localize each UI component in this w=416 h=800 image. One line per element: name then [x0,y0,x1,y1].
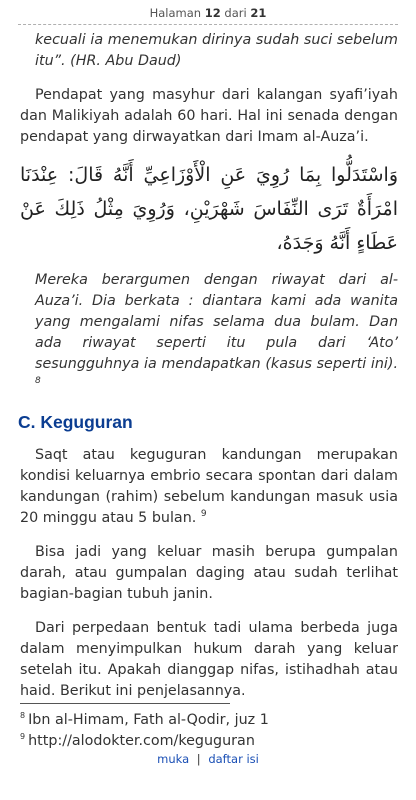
page-content [20,30,398,702]
footnote-number: 8 [20,711,26,721]
translation-quote [20,270,398,396]
footnote-item [20,710,400,731]
footnote-number: 9 [20,732,26,742]
header-middle: dari [224,6,247,20]
footnotes [20,710,400,752]
hadith-quote: kecuali ia menemukan dirinya sudah suci sebelum itu”. (HR. Abu Daud) [35,32,398,69]
current-page-number: 12 [204,6,221,20]
nav-separator: | [196,752,201,766]
paragraph-definition [20,445,398,529]
page-navigation [0,752,416,766]
footnote-item [20,731,400,752]
definition-text: Saqt atau keguguran kandungan merupakan kondisi keluarnya embrio secara spontan dari dalam kandungan (rahim) sebelum kandungan masuk usia 20 minggu atau 5 bulan. [20,447,398,526]
nav-daftar-isi-link[interactable]: daftar isi [208,752,259,766]
header-divider [18,24,398,25]
footnote-ref-8[interactable]: 8 [35,376,41,387]
section-title: C. Keguguran [18,412,133,432]
page-header [0,6,416,20]
nav-muka-link[interactable]: muka [157,752,190,766]
arabic-text: وَاسْتَدَلُّوا بِمَا رُوِيَ عَنِ الْأَوْزَاعِيِّ أَنَّهُ قَالَ: عِنْدَنَا امْرَأَةٌ تَرَى النِّفَاسَ شَهْرَيْنِ، وَرُوِيَ مِثْلُ ذَلِكَ عَنْ عَطَاءٍ أَنَّهُ وَجَدَهُ، [20,164,398,254]
total-page-number: 21 [250,6,267,20]
footnote-link[interactable]: http://alodokter.com/keguguran [28,733,255,749]
header-prefix: Halaman [149,6,202,20]
paragraph-ruling: Dari perpedaan bentuk tadi ulama berbeda juga dalam menyimpulkan hukum darah yang keluar setelah itu. Apakah dianggap nifas, istihadhah atau haid. Berikut ini penjelasannya. [20,620,398,699]
translation-text: Mereka berargumen dengan riwayat dari al-Auza’i. Dia berkata : diantara kami ada wanita yang mengalami nifas selama dua bulam. Dan ada riwayat seperti itu pula dari ‘Ato’ sesungguhnya ia mendapatkan (kasus seperti ini). [35,272,398,372]
paragraph-opinion: Pendapat yang masyhur dari kalangan syafi’iyah dan Malikiyah adalah 60 hari. Hal ini senada dengan pendapat yang dirwayatkan dari Imam al-Auza’i. [20,87,398,145]
paragraph-forms: Bisa jadi yang keluar masih berupa gumpalan darah, atau gumpalan daging atau sudah terlihat bagian-bagian tubuh janin. [20,544,398,602]
footnote-ref-9[interactable]: 9 [200,509,207,520]
footnote-divider [20,703,230,704]
footnote-text: Ibn al-Himam, Fath al-Qodir, juz 1 [28,712,269,728]
